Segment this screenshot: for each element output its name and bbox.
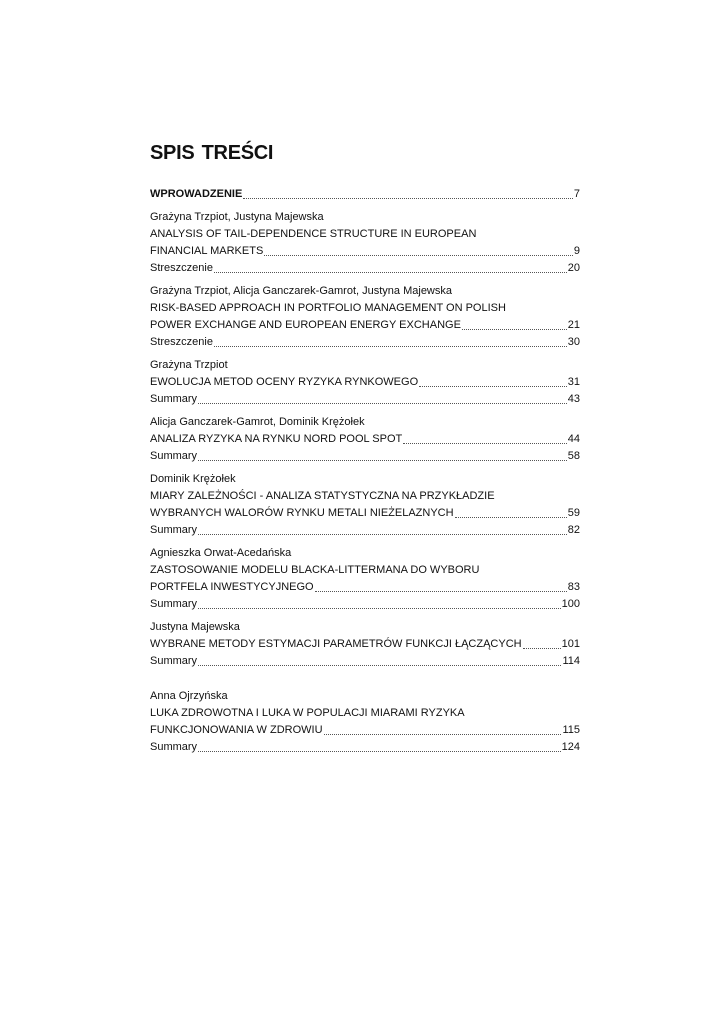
dot-leader [403, 442, 566, 444]
summary-label: Streszczenie [150, 262, 213, 274]
toc-page-number: 7 [573, 188, 580, 200]
toc-article [150, 414, 580, 465]
summary-page-number: 58 [567, 450, 580, 462]
article-title-row [150, 374, 580, 391]
article-authors: Anna Ojrzyńska [150, 690, 228, 702]
article-title-line: RISK-BASED APPROACH IN PORTFOLIO MANAGEMENT ON POLISH [150, 302, 506, 314]
article-title-line: ANALYSIS OF TAIL-DEPENDENCE STRUCTURE IN EUROPEAN [150, 228, 477, 240]
article-title: POWER EXCHANGE AND EUROPEAN ENERGY EXCHANGE [150, 319, 461, 331]
toc-article [150, 283, 580, 351]
article-title: WYBRANE METODY ESTYMACJI PARAMETRÓW FUNKCJI ŁĄCZĄCYCH [150, 638, 522, 650]
summary-row [150, 448, 580, 465]
dot-leader [462, 328, 567, 330]
summary-page-number: 82 [567, 524, 580, 536]
toc-article [150, 357, 580, 408]
summary-page-number: 124 [561, 741, 580, 753]
toc-entry-intro [150, 186, 580, 203]
summary-row [150, 391, 580, 408]
article-title-row [150, 505, 580, 522]
article-authors: Grażyna Trzpiot [150, 359, 228, 371]
article-title: WYBRANYCH WALORÓW RYNKU METALI NIEŻELAZNYCH [150, 507, 454, 519]
summary-label: Summary [150, 655, 198, 667]
dot-leader [198, 459, 567, 461]
summary-page-number: 114 [562, 655, 580, 667]
dot-leader [264, 254, 573, 256]
toc-page-number: 9 [573, 245, 580, 257]
article-title: ANALIZA RYZYKA NA RYNKU NORD POOL SPOT [150, 433, 403, 445]
toc-page-number: 59 [567, 507, 580, 519]
article-title-row [150, 243, 580, 260]
article-title: FINANCIAL MARKETS [150, 245, 264, 257]
toc-article [150, 545, 580, 613]
summary-label: Summary [150, 741, 198, 753]
summary-label: Summary [150, 524, 198, 536]
article-title-line: LUKA ZDROWOTNA I LUKA W POPULACJI MIARAMI RYZYKA [150, 707, 465, 719]
summary-label: Summary [150, 598, 198, 610]
summary-row [150, 334, 580, 351]
toc-article [150, 619, 580, 670]
toc-article [150, 688, 580, 756]
toc-page-number: 115 [562, 724, 580, 736]
dot-leader [523, 647, 561, 649]
toc-entry-label: WPROWADZENIE [150, 188, 243, 200]
article-title-row [150, 431, 580, 448]
summary-row [150, 596, 580, 613]
dot-leader [198, 533, 567, 535]
toc-page-number: 44 [567, 433, 580, 445]
article-authors: Grażyna Trzpiot, Alicja Ganczarek-Gamrot, Justyna Majewska [150, 285, 452, 297]
article-title-row [150, 579, 580, 596]
summary-page-number: 43 [567, 393, 580, 405]
page-title: SPIS TREŚCI [150, 142, 274, 164]
dot-leader [198, 750, 561, 752]
toc-page-number: 83 [567, 581, 580, 593]
dot-leader [315, 590, 567, 592]
summary-label: Streszczenie [150, 336, 213, 348]
dot-leader [198, 402, 567, 404]
article-title: EWOLUCJA METOD OCENY RYZYKA RYNKOWEGO [150, 376, 419, 388]
summary-row [150, 260, 580, 277]
article-title-row [150, 722, 580, 739]
dot-leader [243, 197, 573, 199]
summary-label: Summary [150, 393, 198, 405]
article-authors: Alicja Ganczarek-Gamrot, Dominik Krężołek [150, 416, 365, 428]
dot-leader [214, 345, 567, 347]
article-authors: Dominik Krężołek [150, 473, 236, 485]
dot-leader [198, 607, 561, 609]
summary-row [150, 739, 580, 756]
article-authors: Justyna Majewska [150, 621, 240, 633]
article-title-line: MIARY ZALEŻNOŚCI - ANALIZA STATYSTYCZNA NA PRZYKŁADZIE [150, 490, 495, 502]
toc-page-number: 21 [567, 319, 580, 331]
article-title-row [150, 636, 580, 653]
toc-article [150, 471, 580, 539]
article-list [150, 209, 580, 762]
article-title-row [150, 317, 580, 334]
article-title-line: ZASTOSOWANIE MODELU BLACKA-LITTERMANA DO WYBORU [150, 564, 480, 576]
article-title: PORTFELA INWESTYCYJNEGO [150, 581, 314, 593]
article-title: FUNKCJONOWANIA W ZDROWIU [150, 724, 323, 736]
article-authors: Grażyna Trzpiot, Justyna Majewska [150, 211, 324, 223]
dot-leader [324, 733, 562, 735]
summary-row [150, 522, 580, 539]
toc-article [150, 209, 580, 277]
dot-leader [419, 385, 567, 387]
table-of-contents [150, 186, 580, 762]
dot-leader [214, 271, 567, 273]
summary-row [150, 653, 580, 670]
dot-leader [198, 664, 561, 666]
summary-page-number: 100 [561, 598, 580, 610]
toc-page-number: 101 [561, 638, 580, 650]
summary-page-number: 30 [567, 336, 580, 348]
dot-leader [455, 516, 567, 518]
article-authors: Agnieszka Orwat-Acedańska [150, 547, 292, 559]
summary-page-number: 20 [567, 262, 580, 274]
toc-page-number: 31 [567, 376, 580, 388]
summary-label: Summary [150, 450, 198, 462]
